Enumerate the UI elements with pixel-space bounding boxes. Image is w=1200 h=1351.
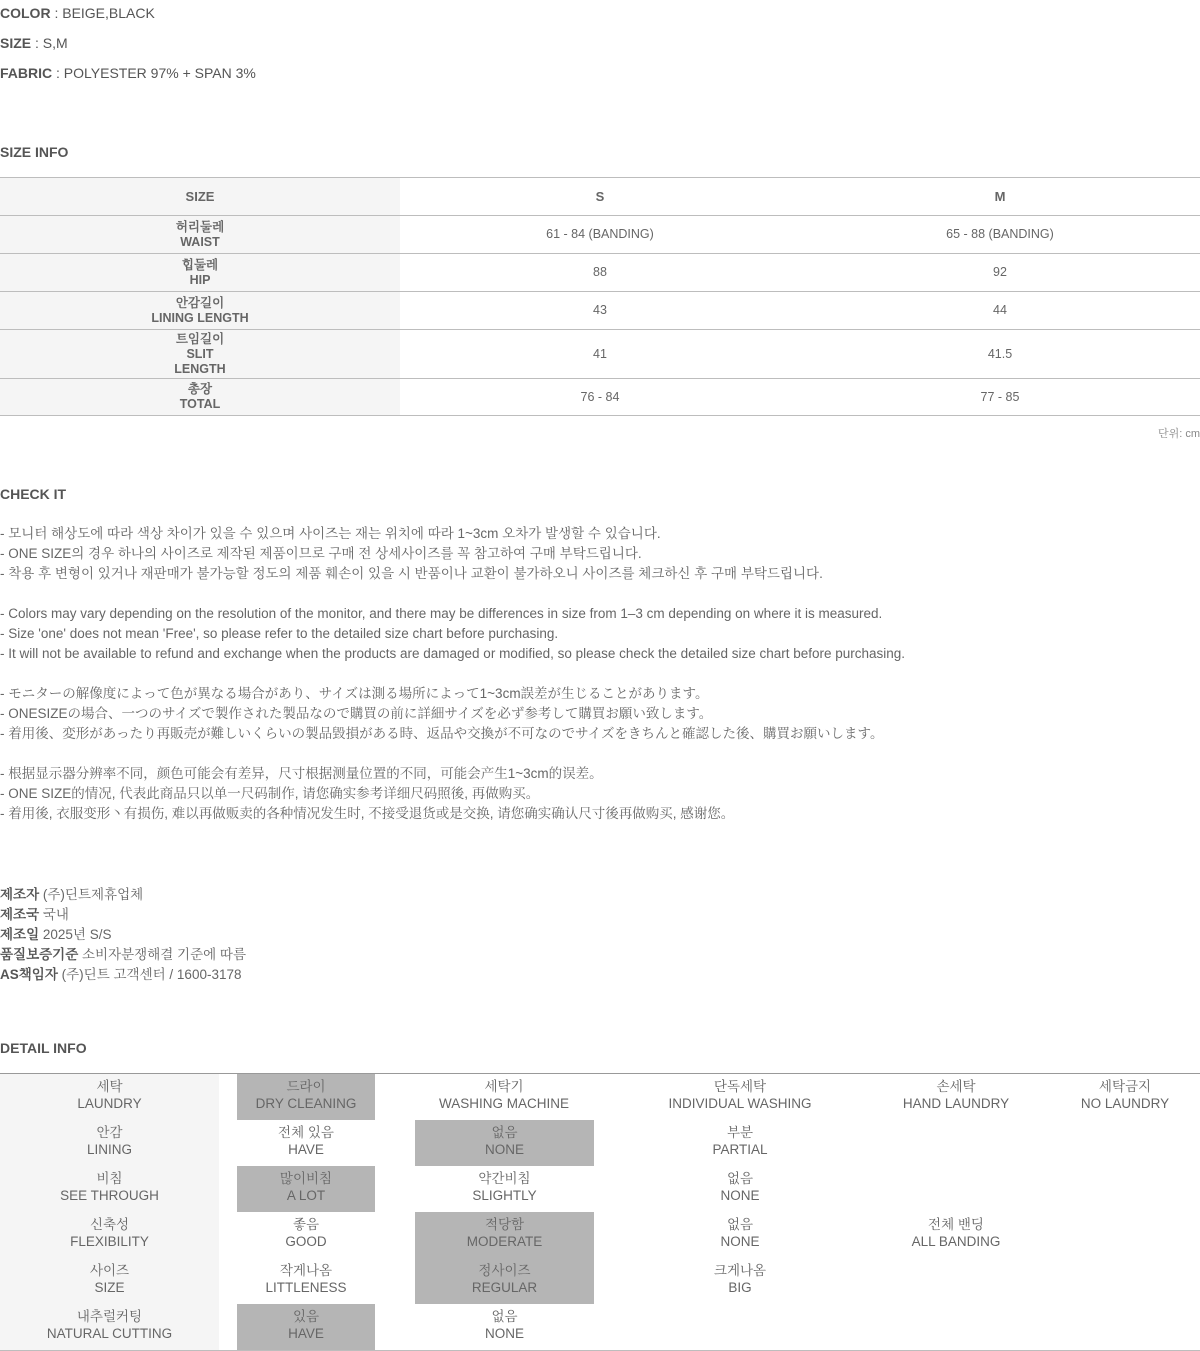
see-through-option-a-lot: 많이비침 A LOT bbox=[237, 1166, 375, 1212]
spec-fabric: FABRIC : POLYESTER 97% + SPAN 3% bbox=[0, 65, 256, 81]
detail-label-size: 사이즈 SIZE bbox=[89, 1263, 130, 1295]
detail-label-flexibility: 신축성 FLEXIBILITY bbox=[70, 1217, 149, 1249]
row-label: 안감길이 LINING LENGTH bbox=[0, 292, 400, 330]
detail-label-lining: 안감 LINING bbox=[86, 1125, 132, 1157]
laundry-option-hand: 손세탁 HAND LAUNDRY bbox=[902, 1079, 1010, 1111]
spec-size: SIZE : S,M bbox=[0, 35, 68, 51]
notes-korean: - 모니터 해상도에 따라 색상 차이가 있을 수 있으며 사이즈는 재는 위치에 따라 1~3cm 오차가 발생할 수 있습니다. - ONE SIZE의 경우 하나의 사이즈로 제작된 제품이므로 구매 전 상세사이즈를 꼭 참고하여 구매 부탁드립니다. - 착용 후 변형이 있거나 재판매가 불가능할 정도의 제품 훼손이 있을 시 반품이나 교환이 불가하오니 사이즈를 체크하신 후 구매 부탁드립니다. bbox=[0, 526, 823, 581]
header-m: M bbox=[800, 178, 1200, 216]
table-row bbox=[0, 292, 1200, 330]
detail-label-natural-cutting: 내추럴커팅 NATURAL CUTTING bbox=[46, 1309, 173, 1341]
unit-label: 단위: cm bbox=[1157, 428, 1200, 440]
laundry-option-individual: 단독세탁 INDIVIDUAL WASHING bbox=[668, 1079, 812, 1111]
table-row bbox=[0, 330, 1200, 379]
header-s: S bbox=[400, 178, 800, 216]
natural-cutting-option-have: 있음 HAVE bbox=[237, 1304, 375, 1350]
flexibility-option-none: 없음 NONE bbox=[720, 1217, 760, 1249]
cell-s: 76 - 84 bbox=[400, 379, 800, 416]
notes-chinese: - 根据显示器分辨率不同，颜色可能会有差异，尺寸根据测量位置的不同，可能会产生1~3cm的误差。 - ONE SIZE的情况, 代表此商品只以单一尺码制作, 请您确实参考详细尺码照後, 再做购买。 - 着用後, 衣服变形丶有损伤, 难以再做贩卖的各种情况发生时, 不接受退货或是交换, 请您确实确认尺寸後再做购买, 感谢您。 bbox=[0, 766, 735, 821]
notes-japanese: - モニターの解像度によって色が異なる場合があり、サイズは測る場所によって1~3cm誤差が生じることがあります。 - ONESIZEの場合、一つのサイズで製作された製品なので購買の前に詳細サイズを必ず参考して購買お願い致します。 - 着用後、変形があったり再販売が難しいくらいの製品毀損がある時、返品や交換が不可なのでサイズをきちんと確認した後、購買お願いします。 bbox=[0, 686, 884, 741]
detail-label-see-through: 비침 SEE THROUGH bbox=[60, 1171, 159, 1203]
cell-m: 77 - 85 bbox=[800, 379, 1200, 416]
row-label: 허리둘레 WAIST bbox=[0, 216, 400, 254]
cell-s: 61 - 84 (BANDING) bbox=[400, 216, 800, 254]
size-table bbox=[0, 177, 1200, 416]
see-through-option-none: 없음 NONE bbox=[720, 1171, 760, 1203]
notes-english: - Colors may vary depending on the resolution of the monitor, and there may be differences in size from 1–3 cm depending on where it is measured. - Size 'one' does not mean 'Free', so please refer to the detailed size chart before purchasing. - It will not be available to refund and exchange when the products are damaged or modified, so please check the detailed size chart before purchasing. bbox=[0, 606, 906, 661]
laundry-option-no-laundry: 세탁금지 NO LAUNDRY bbox=[1080, 1079, 1170, 1111]
cell-m: 92 bbox=[800, 254, 1200, 292]
cell-m: 44 bbox=[800, 292, 1200, 330]
cell-s: 43 bbox=[400, 292, 800, 330]
cell-s: 88 bbox=[400, 254, 800, 292]
maker-row: 제조일 2025년 S/S bbox=[0, 927, 112, 942]
see-through-option-slightly: 약간비침 SLIGHTLY bbox=[472, 1171, 537, 1203]
table-row bbox=[0, 216, 1200, 254]
cell-m: 65 - 88 (BANDING) bbox=[800, 216, 1200, 254]
lining-option-none: 없음 NONE bbox=[415, 1120, 594, 1166]
cell-s: 41 bbox=[400, 330, 800, 379]
lining-option-partial: 부분 PARTIAL bbox=[712, 1125, 768, 1157]
maker-row: 제조국 국내 bbox=[0, 907, 69, 922]
laundry-option-dry-cleaning: 드라이 DRY CLEANING bbox=[237, 1074, 375, 1120]
flexibility-option-good: 좋음 GOOD bbox=[285, 1217, 327, 1249]
detail-label-laundry: 세탁 LAUNDRY bbox=[77, 1079, 142, 1111]
size-info-heading: SIZE INFO bbox=[0, 144, 69, 160]
header-size: SIZE bbox=[0, 178, 400, 216]
laundry-option-washing-machine: 세탁기 WASHING MACHINE bbox=[438, 1079, 569, 1111]
maker-row: 제조자 (주)딘트제휴업체 bbox=[0, 887, 144, 902]
lining-option-have: 전체 있음 HAVE bbox=[278, 1125, 334, 1157]
cell-m: 41.5 bbox=[800, 330, 1200, 379]
natural-cutting-option-none: 없음 NONE bbox=[484, 1309, 524, 1341]
maker-row: 품질보증기준 소비자분쟁해결 기준에 따름 bbox=[0, 947, 246, 962]
maker-row: AS책임자 (주)딘트 고객센터 / 1600-3178 bbox=[0, 967, 242, 982]
size-option-big: 크게나옴 BIG bbox=[713, 1263, 767, 1295]
flexibility-option-moderate: 적당함 MODERATE bbox=[415, 1212, 594, 1304]
detail-info-heading: DETAIL INFO bbox=[0, 1040, 87, 1056]
maker-info bbox=[0, 885, 246, 985]
size-option-regular: 정사이즈 REGULAR bbox=[471, 1263, 538, 1295]
table-row bbox=[0, 379, 1200, 416]
flexibility-option-all-banding: 전체 밴딩 ALL BANDING bbox=[911, 1217, 1001, 1249]
check-it-heading: CHECK IT bbox=[0, 486, 67, 502]
row-label: 힙둘레 HIP bbox=[0, 254, 400, 292]
row-label: 트임길이 SLIT LENGTH bbox=[0, 330, 400, 379]
row-label: 총장 TOTAL bbox=[0, 379, 400, 416]
spec-color: COLOR : BEIGE,BLACK bbox=[0, 5, 155, 21]
table-row bbox=[0, 254, 1200, 292]
size-option-littleness: 작게나옴 LITTLENESS bbox=[265, 1263, 347, 1295]
size-table-header bbox=[0, 178, 1200, 216]
